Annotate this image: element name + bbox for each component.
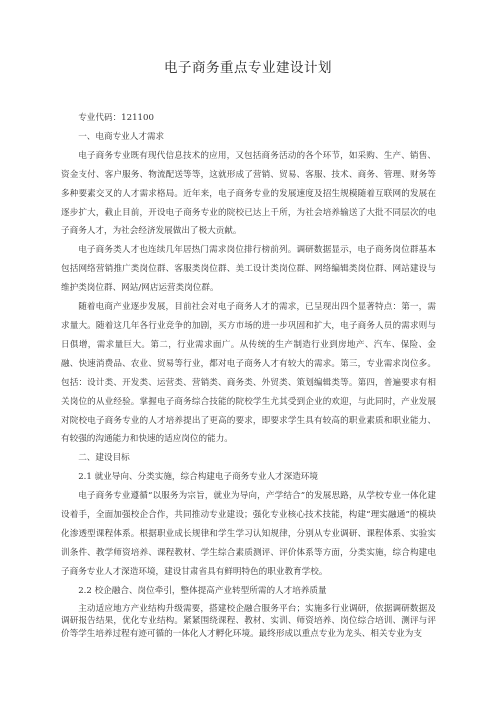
section-heading: 二、建设目标 [78,453,130,464]
document-body [61,109,436,641]
body-paragraph: 电子商务专业既有现代信息技术的应用，又包括商务活动的各个环节，如采购、生产、销售、资金支付、客户服务、物流配送等等，这就形成了营销、贸易、客服、技术、商务、管理、财务等多种要素交叉的人才需求格局。近年来，电子商务专业的发展速度及招生规模随着互联网的发展在逐步扩大，截止目前，开设电子商务专业的院校已达上千所，为社会培养输送了大批不同层次的电子商务人才，为社会经济发展做出了极大贡献。 [61,150,436,237]
section-heading: 一、电商专业人才需求 [78,131,165,142]
subsection-heading: 2.2 校企融合、岗位牵引，整体提高产业转型所需的人才培养质量 [78,585,327,596]
body-paragraph: 电子商务专业遵循“以服务为宗旨，就业为导向，产学结合”的发展思路，从学校专业一体化建设着手，全面加强校企合作，共同推动专业建设；强化专业核心技术技能，构建“理实融通”的模块化渗透型课程体系。根据职业成长规律和学生学习认知规律，分别从专业调研、课程体系、实验实训条件、教学师资培养、课程教材、学生综合素质测评、评价体系等方面，分类实施，综合构建电子商务专业人才深造环境，建设甘肃省具有鲜明特色的职业教育学校。 [61,491,436,577]
document-title: 电子商务重点专业建设计划 [164,60,332,76]
subsection-heading: 2.1 就业导向、分类实施，综合构建电子商务专业人才深造环境 [78,472,319,483]
specialty-code: 专业代码：121100 [78,113,154,123]
body-paragraph: 电子商务类人才也连续几年居热门需求岗位排行榜前列。调研数据显示，电子商务岗位群基本包括网络营销推广类岗位群、客服类岗位群、美工设计类岗位群、网络编辑类岗位群、网站建设与维护类岗位群、网站/网店运营类岗位群。 [61,245,436,294]
body-paragraph: 随着电商产业逐步发展，目前社会对电子商务人才的需求，已呈现出四个显著特点：第一，需求量大。随着这几年各行业竞争的加剧，买方市场的进一步巩固和扩大，电子商务人员的需求则与日俱增，需求量巨大。第二，行业需求面广。从传统的生产制造行业到房地产、汽车、保险、金融、快速消费品、农业、贸易等行业，都对电子商务人才有较大的需求。第三，专业需求岗位多。包括：设计类、开发类、运营类、营销类、商务类、外贸类、策划编辑类等。第四，普遍要求有相关岗位的从业经验。掌握电子商务综合技能的院校学生尤其受到企业的欢迎，与此同时，产业发展对院校电子商务专业的人才培养提出了更高的要求，即要求学生具有较高的职业素质和职业能力、有较强的沟通能力和快速的适应岗位的能力。 [61,302,436,445]
body-paragraph: 主动适应地方产业结构升级需要，搭建校企融合服务平台；实施多行业调研，依据调研数据及调研报告结果，优化专业结构。紧紧围绕课程、教材、实训、师资培养、岗位综合培训、测评与评价等学生培养过程有迹可循的一体化人才孵化环境。最终形成以重点专业为龙头、相关专业为支 [61,603,436,640]
